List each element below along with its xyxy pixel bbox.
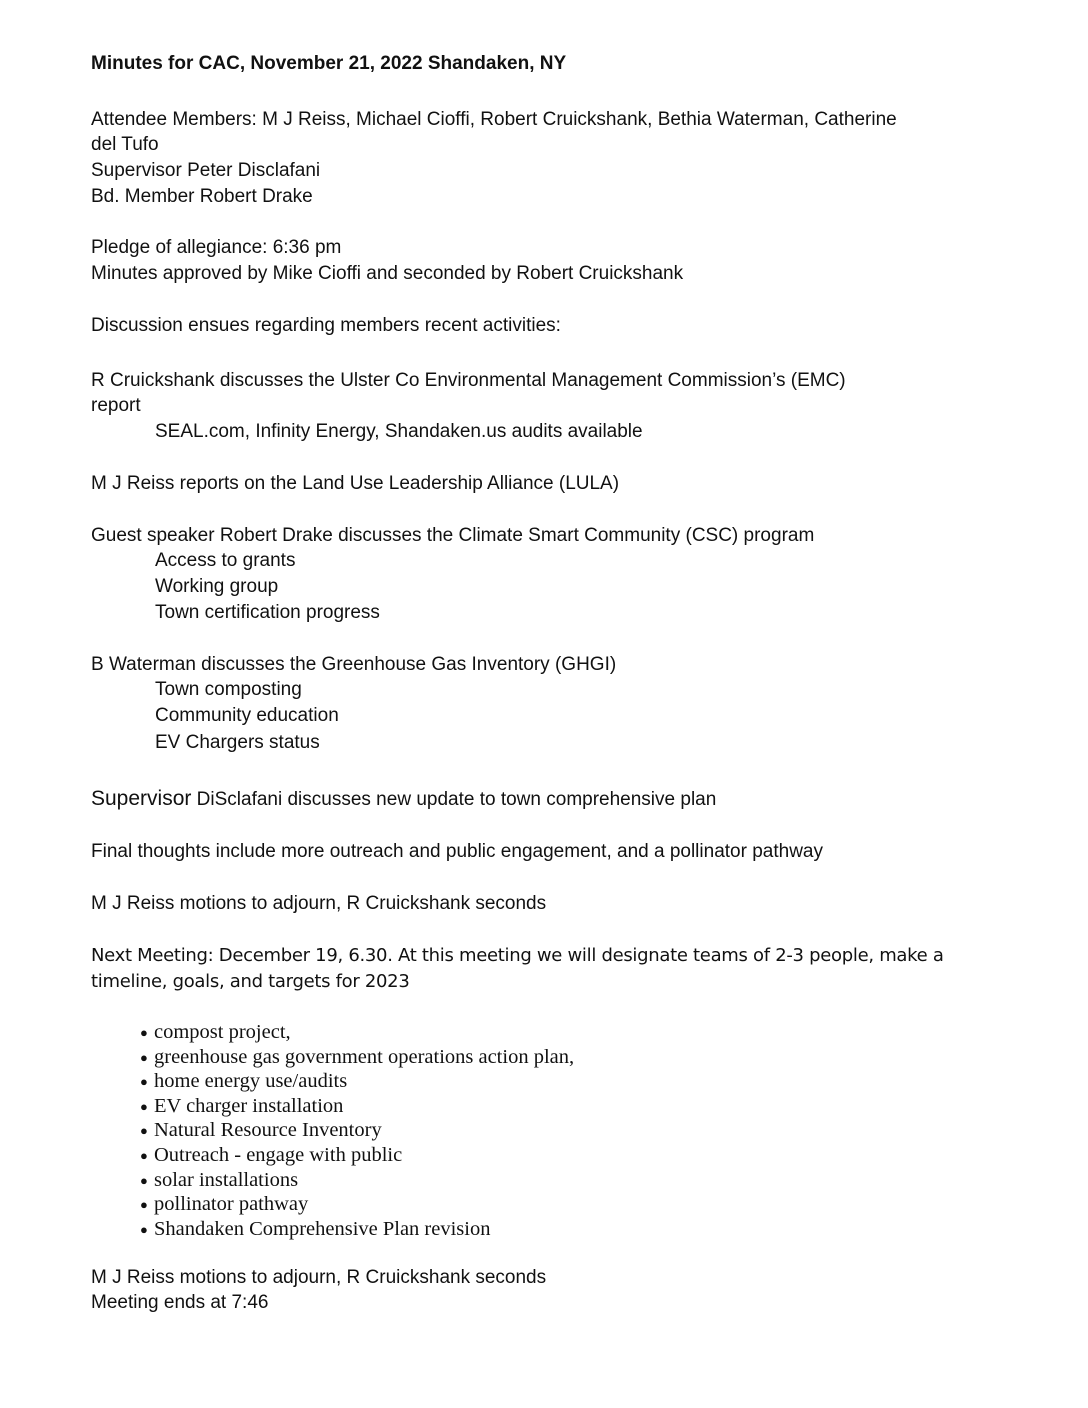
attendee-board-member: Bd. Member Robert Drake (91, 186, 313, 207)
goal-list-item: ● greenhouse gas government operations action plan, (140, 1044, 574, 1071)
meeting-end-time: Meeting ends at 7:46 (91, 1292, 269, 1313)
bullet-icon: ● (140, 1123, 148, 1138)
pledge-time: Pledge of allegiance: 6:36 pm (91, 237, 342, 258)
goal-list-item: ● compost project, (140, 1019, 291, 1046)
emc-report-line-2: report (91, 395, 141, 416)
bullet-icon: ● (140, 1148, 148, 1163)
closing-adjourn-motion: M J Reiss motions to adjourn, R Cruickshank seconds (91, 1267, 547, 1288)
ghgi-item: Community education (155, 705, 339, 726)
goal-list-item: ● solar installations (140, 1167, 298, 1194)
ghgi-item: Town composting (155, 679, 302, 700)
goal-list-item: ● home energy use/audits (140, 1068, 347, 1095)
bullet-icon: ● (140, 1222, 148, 1237)
next-meeting-line-1: Next Meeting: December 19, 6.30. At this meeting we will designate teams of 2-3 people, make a (91, 945, 944, 966)
discussion-intro: Discussion ensues regarding members recent activities: (91, 315, 561, 336)
ghgi-item: EV Chargers status (155, 732, 320, 753)
final-thoughts: Final thoughts include more outreach and public engagement, and a pollinator pathway (91, 841, 823, 862)
emc-report-detail: SEAL.com, Infinity Energy, Shandaken.us audits available (155, 421, 643, 442)
lula-report: M J Reiss reports on the Land Use Leadership Alliance (LULA) (91, 473, 620, 494)
goal-list-item: ● Natural Resource Inventory (140, 1117, 382, 1144)
supervisor-update (91, 786, 716, 813)
goal-list-item: ● Outreach - engage with public (140, 1142, 402, 1169)
goal-list-item: ● pollinator pathway (140, 1191, 308, 1218)
minutes-approval: Minutes approved by Mike Cioffi and seconded by Robert Cruickshank (91, 263, 684, 284)
csc-item: Town certification progress (155, 602, 380, 623)
attendees-line-1: Attendee Members: M J Reiss, Michael Cioffi, Robert Cruickshank, Bethia Waterman, Catherine (91, 109, 897, 130)
goal-list-item: ● EV charger installation (140, 1093, 343, 1120)
bullet-icon: ● (140, 1173, 148, 1188)
csc-item: Working group (155, 576, 279, 597)
supervisor-update-text: DiSclafani discusses new update to town comprehensive plan (191, 789, 717, 810)
adjourn-motion: M J Reiss motions to adjourn, R Cruickshank seconds (91, 893, 547, 914)
csc-item: Access to grants (155, 550, 296, 571)
bullet-icon: ● (140, 1050, 148, 1065)
emc-report-line-1: R Cruickshank discusses the Ulster Co Environmental Management Commission’s (EMC) (91, 370, 846, 391)
supervisor-update-prefix: Supervisor (91, 787, 192, 810)
bullet-icon: ● (140, 1025, 148, 1040)
document-title: Minutes for CAC, November 21, 2022 Shandaken, NY (91, 53, 567, 74)
bullet-icon: ● (140, 1197, 148, 1212)
ghgi-heading: B Waterman discusses the Greenhouse Gas Inventory (GHGI) (91, 654, 617, 675)
next-meeting-line-2: timeline, goals, and targets for 2023 (91, 971, 410, 992)
bullet-icon: ● (140, 1099, 148, 1114)
attendee-supervisor: Supervisor Peter Disclafani (91, 160, 321, 181)
bullet-icon: ● (140, 1074, 148, 1089)
csc-heading: Guest speaker Robert Drake discusses the Climate Smart Community (CSC) program (91, 525, 815, 546)
goal-list-item: ● Shandaken Comprehensive Plan revision (140, 1216, 490, 1243)
attendees-line-2: del Tufo (91, 134, 159, 155)
